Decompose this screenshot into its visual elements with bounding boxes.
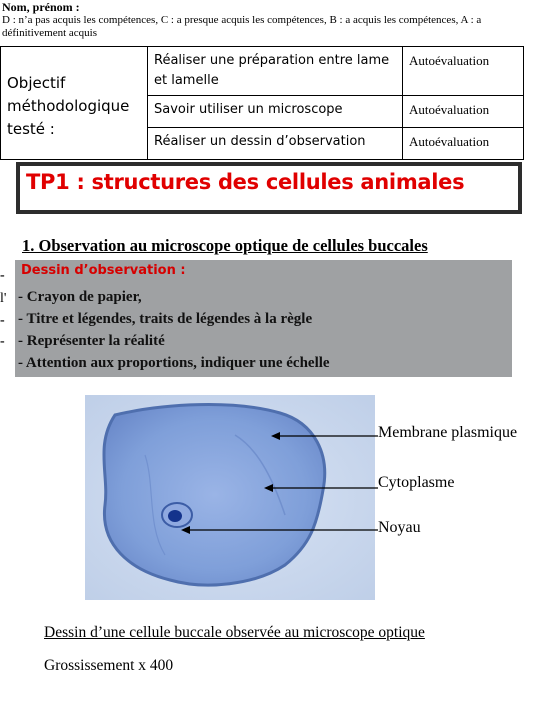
cytoplasm-label: Cytoplasme — [378, 474, 455, 491]
self-evaluation-cell[interactable]: Autoévaluation — [403, 128, 524, 160]
instruction-item: - Attention aux proportions, indiquer une échelle — [18, 355, 330, 371]
instruction-item: - Représenter la réalité — [18, 333, 165, 349]
drawing-instructions-title: Dessin d’observation : — [21, 263, 186, 278]
objectives-label: Objectif méthodologique testé : — [1, 47, 148, 160]
grading-legend: D : n’a pas acquis les compétences, C : a presque acquis les compétences, B : a acquis les compétences, A : a définitivement acquis — [2, 14, 482, 39]
hidden-fragment: l' — [0, 291, 7, 306]
hidden-fragment: - — [0, 334, 5, 349]
hidden-fragment: - — [0, 268, 5, 283]
figure-caption: Dessin d’une cellule buccale observée au microscope optique — [44, 624, 425, 641]
arrowhead — [264, 484, 273, 492]
instruction-item: - Crayon de papier, — [18, 289, 142, 305]
magnification-text: Grossissement x 400 — [44, 657, 174, 674]
self-evaluation-cell[interactable]: Autoévaluation — [403, 96, 524, 128]
objective-task: Réaliser un dessin d’observation — [148, 128, 403, 160]
instruction-item: - Titre et légendes, traits de légendes à la règle — [18, 311, 313, 327]
arrowhead — [181, 526, 190, 534]
membrane-label: Membrane plasmique — [378, 424, 518, 441]
arrowhead — [271, 432, 280, 440]
nucleus-label: Noyau — [378, 519, 421, 536]
tp-title: TP1 : structures des cellules animales — [26, 170, 465, 194]
name-label: Nom, prénom : — [2, 0, 80, 14]
self-evaluation-cell[interactable]: Autoévaluation — [403, 47, 524, 96]
hidden-fragment: - — [0, 313, 5, 328]
objective-task: Réaliser une préparation entre lame et lamelle — [148, 47, 403, 96]
section-title: 1. Observation au microscope optique de cellules buccales — [22, 236, 428, 255]
objective-task: Savoir utiliser un microscope — [148, 96, 403, 128]
